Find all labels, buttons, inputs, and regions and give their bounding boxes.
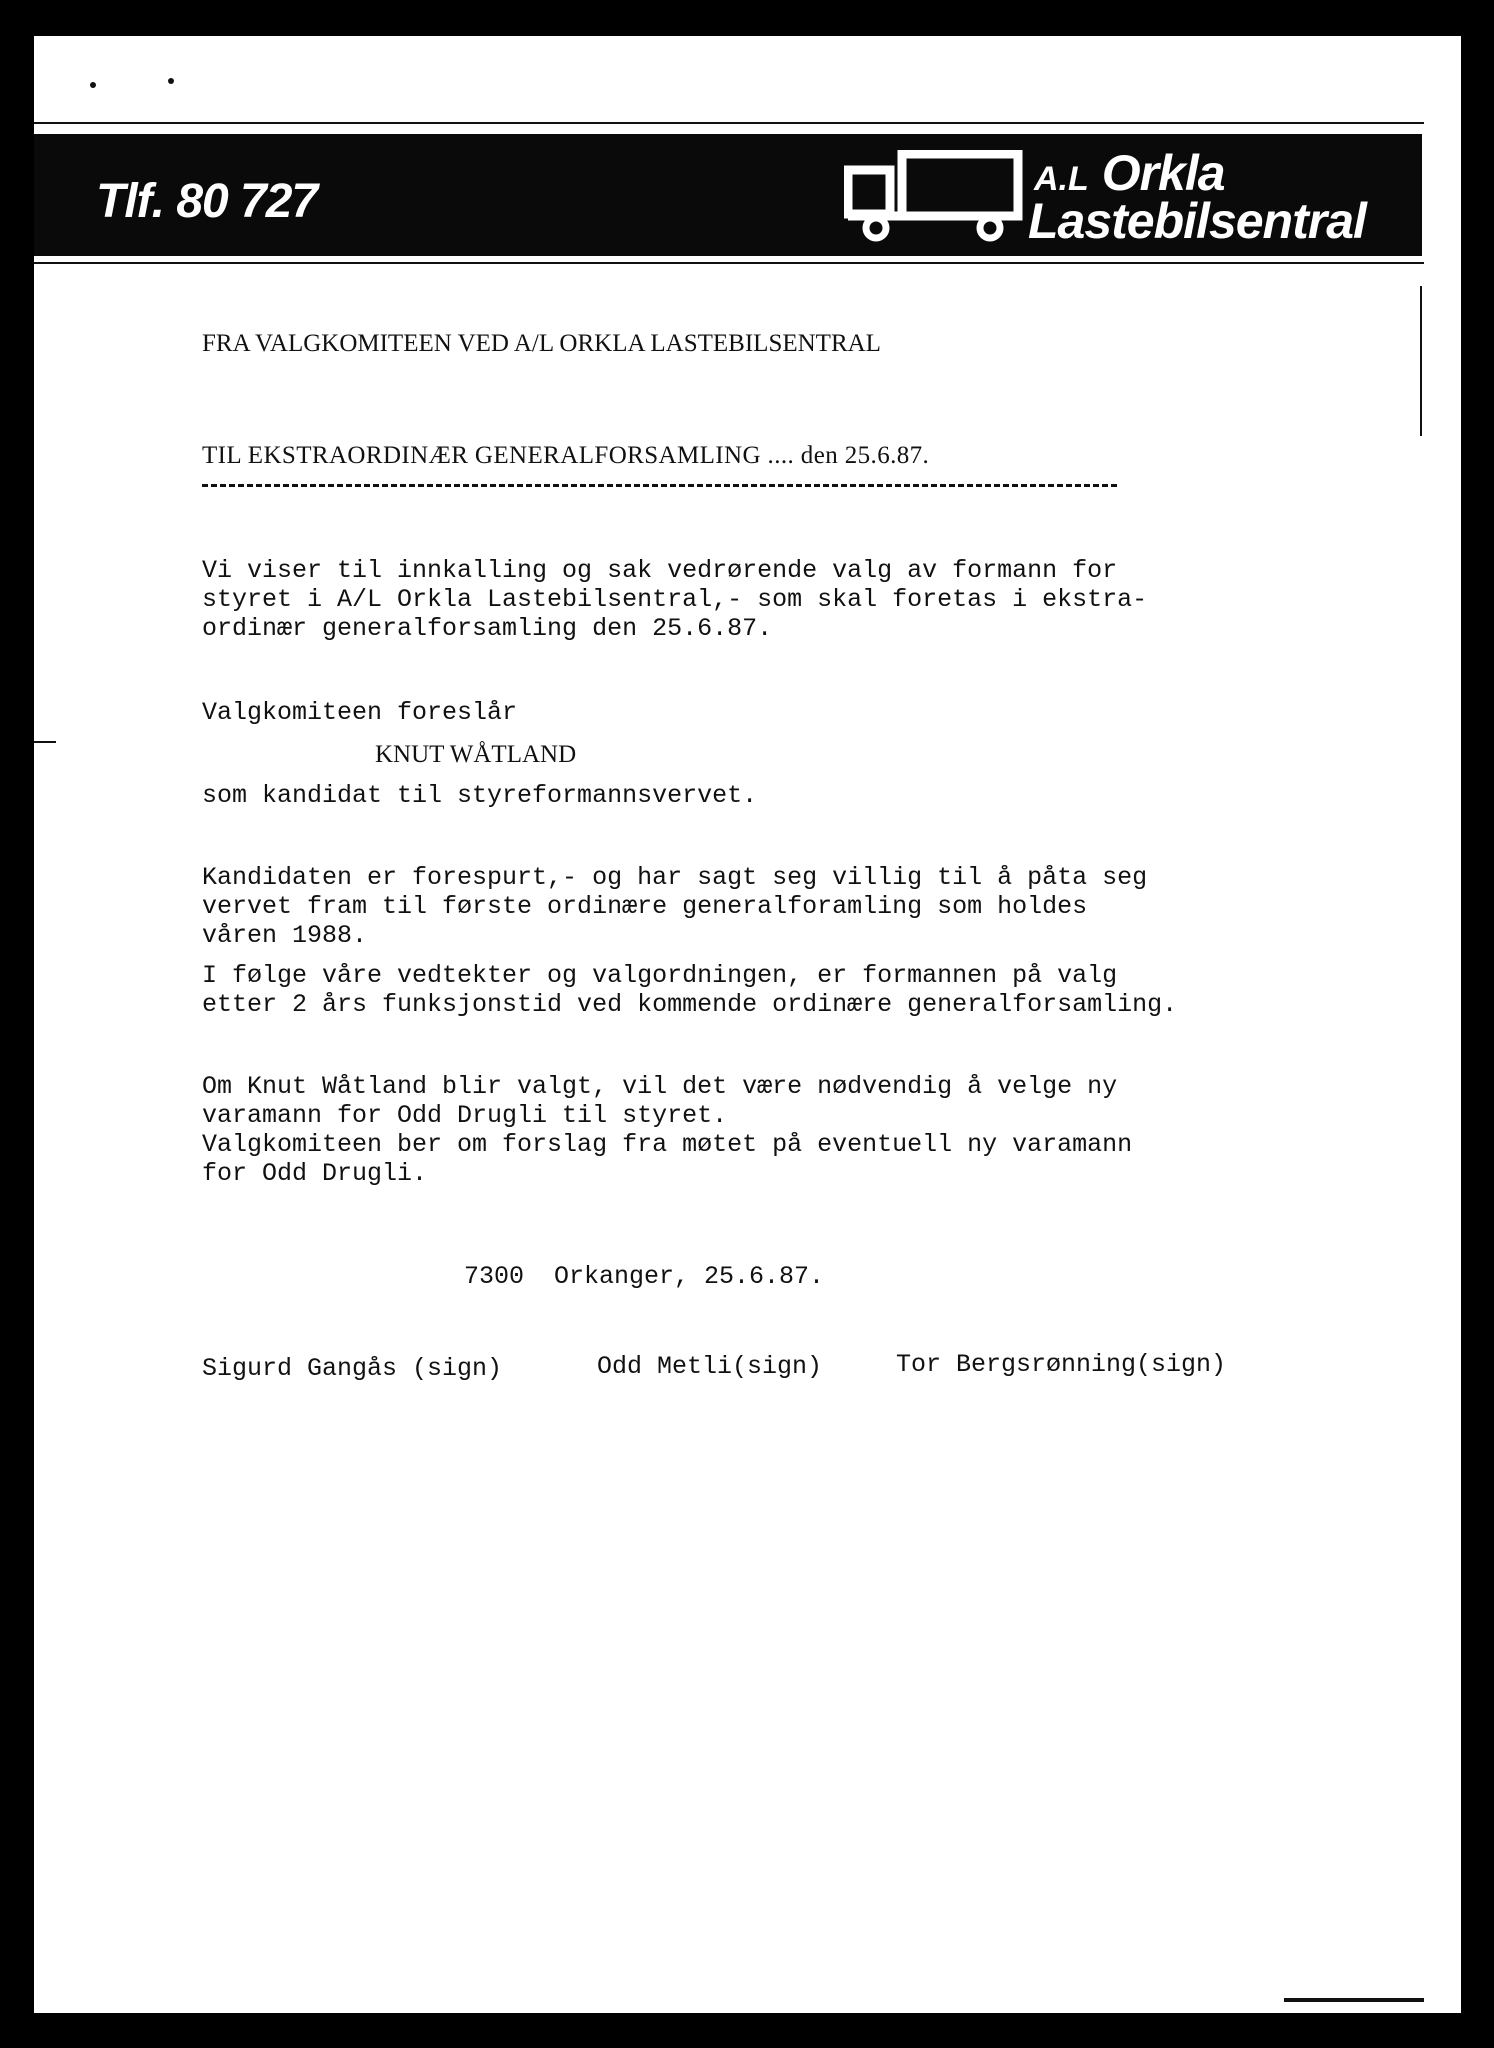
underline-dashes: [202, 484, 1117, 487]
letterhead-top-rule: [34, 122, 1424, 124]
place-date: 7300 Orkanger, 25.6.87.: [464, 1262, 825, 1291]
paragraph-1-line-3: ordinær generalforsamling den 25.6.87.: [202, 614, 773, 643]
signature-2: Odd Metli(sign): [597, 1352, 823, 1381]
scan-speck: [168, 78, 174, 84]
paragraph-1-line-2: styret i A/L Orkla Lastebilsentral,- som skal foretas i ekstra-: [202, 585, 1148, 614]
phone-number: Tlf. 80 727: [96, 175, 318, 228]
right-edge-mark: [1420, 286, 1422, 436]
paragraph-4-line-1: Om Knut Wåtland blir valgt, vil det være nødvendig å velge ny: [202, 1072, 1118, 1101]
paragraph-3-line-2: etter 2 års funksjonstid ved kommende ordinære generalforsamling.: [202, 990, 1178, 1019]
bottom-right-mark: [1284, 1998, 1424, 2002]
candidate-name: KNUT WÅTLAND: [375, 741, 577, 768]
truck-icon: [844, 150, 1024, 242]
company-name-line2: Lastebilsentral: [1028, 193, 1366, 249]
from-line: FRA VALGKOMITEEN VED A/L ORKLA LASTEBILSENTRAL: [202, 330, 881, 357]
meeting-line: TIL EKSTRAORDINÆR GENERALFORSAMLING .... den 25.6.87.: [202, 442, 930, 469]
proposes-line: Valgkomiteen foreslår: [202, 698, 518, 727]
company-name: Orkla: [1101, 145, 1225, 201]
paragraph-2-line-2: vervet fram til første ordinære generalforamling som holdes: [202, 892, 1088, 921]
paragraph-1-line-1: Vi viser til innkalling og sak vedrørende valg av formann for: [202, 556, 1118, 585]
paragraph-3-line-1: I følge våre vedtekter og valgordningen, er formannen på valg: [202, 961, 1118, 990]
paragraph-4-line-2: varamann for Odd Drugli til styret.: [202, 1101, 728, 1130]
signature-3: Tor Bergsrønning(sign): [896, 1350, 1227, 1379]
letterhead-bottom-rule: [34, 262, 1424, 264]
left-margin-mark: [34, 741, 56, 743]
scan-speck: [90, 82, 96, 88]
signature-1: Sigurd Gangås (sign): [202, 1354, 503, 1383]
document-page: [34, 36, 1461, 2013]
paragraph-4-line-4: for Odd Drugli.: [202, 1159, 428, 1188]
paragraph-2-line-3: våren 1988.: [202, 921, 368, 950]
company-prefix: A.L: [1034, 160, 1089, 198]
candidate-role-line: som kandidat til styreformannsvervet.: [202, 781, 758, 810]
paragraph-2-line-1: Kandidaten er forespurt,- og har sagt seg villig til å påta seg: [202, 863, 1148, 892]
paragraph-4-line-3: Valgkomiteen ber om forslag fra møtet på eventuell ny varamann: [202, 1130, 1133, 1159]
letterhead-banner: [34, 134, 1422, 256]
